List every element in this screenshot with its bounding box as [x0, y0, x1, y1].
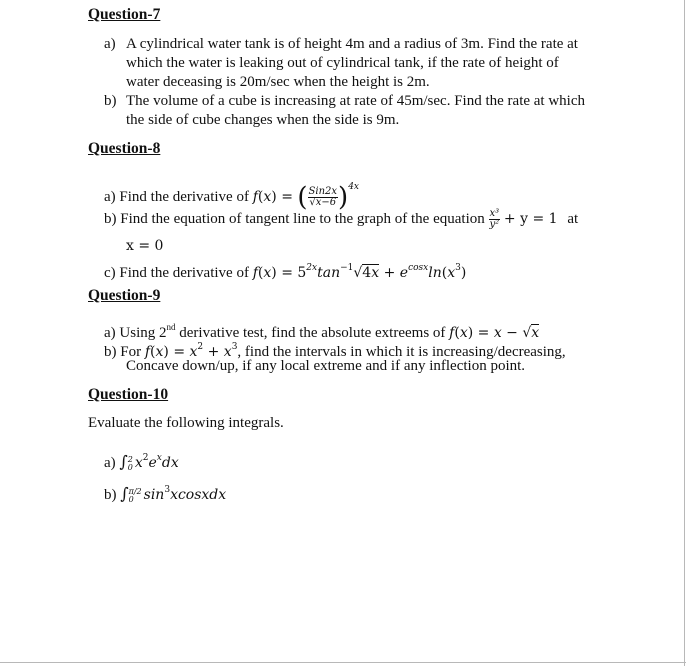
q10-b-label: b)	[104, 487, 117, 503]
q8-a-exponent: 4x	[348, 182, 359, 192]
q8-c-line: c) Find the derivative of $f(x) = 5^{2x}\tan^{-1}√4x + e^{cosx}\ln(x^3)$	[104, 263, 467, 281]
q9-a-label: a)	[104, 325, 116, 341]
q7-b-line2: the side of cube changes when the side is 9m.	[126, 112, 400, 128]
q8-b-text: Find the equation of tangent line to the graph of the equation	[120, 211, 485, 227]
frame-bottom-edge	[0, 662, 686, 663]
q8-a-label: a)	[104, 189, 116, 205]
q10-intro: Evaluate the following integrals.	[88, 415, 284, 431]
q9-b-line: b) For $f(x) = x^2 + x^3$, find the intervals in which it is increasing/decreasing,	[104, 342, 566, 360]
q10-a-line: a) ∫ 2 0 $x^2e^xdx$	[104, 452, 179, 472]
q8-b-rest: + y = 1	[503, 211, 558, 227]
q8-c-label: c)	[104, 265, 116, 281]
q10-b-line: b) ∫ π/2 0 $\sin^3xcosxdx$	[104, 484, 227, 504]
q8-b-condition: x = 0	[126, 238, 164, 254]
q8-c-text: Find the derivative of	[119, 265, 249, 281]
q7-b-label: b)	[104, 93, 117, 109]
q9-b-line2: Concave down/up, if any local extreme and if any inflection point.	[126, 358, 526, 374]
q7-a-label: a)	[104, 36, 116, 52]
q8-b-line	[104, 206, 578, 232]
q7-a-line3: water deceasing is 20m/sec when the height is 2m.	[126, 74, 430, 90]
q8-b-label: b)	[104, 211, 117, 227]
q10-a-label: a)	[104, 455, 116, 471]
q8-a-func: f	[252, 189, 258, 205]
q7-b-line1: The volume of a cube is increasing at rate of 45m/sec. Find the rate at which	[126, 93, 586, 109]
q8-a-fraction: $\frac{\text{Sin2x}}{√x-6}$	[308, 186, 338, 209]
q8-b-at: at	[567, 211, 579, 227]
q7-a-line2: which the water is leaking out of cylindrical tank, if the rate of height of	[126, 55, 559, 71]
question-8-title: Question-8	[88, 140, 161, 157]
q8-a-text: Find the derivative of	[119, 189, 249, 205]
q9-a-line: a) Using 2nd derivative test, find the absolute extreems of f(x) = x − √x	[104, 322, 540, 341]
question-7-title: Question-7	[88, 6, 161, 23]
question-10-title: Question-10	[88, 386, 169, 403]
question-9-title: Question-9	[88, 287, 161, 304]
q8-b-fraction: $\frac{\text{x³}}{\text{y²}}$	[489, 208, 500, 231]
frame-right-edge	[684, 0, 685, 666]
q7-a-line1: A cylindrical water tank is of height 4m and a radius of 3m. Find the rate at	[126, 36, 578, 52]
q9-b-label: b)	[104, 344, 117, 360]
q8-a-line: a) Find the derivative of f(x) = ( $\frac{\text{Sin2x}}{√x-6}$ )$^{4x}$	[104, 182, 359, 213]
